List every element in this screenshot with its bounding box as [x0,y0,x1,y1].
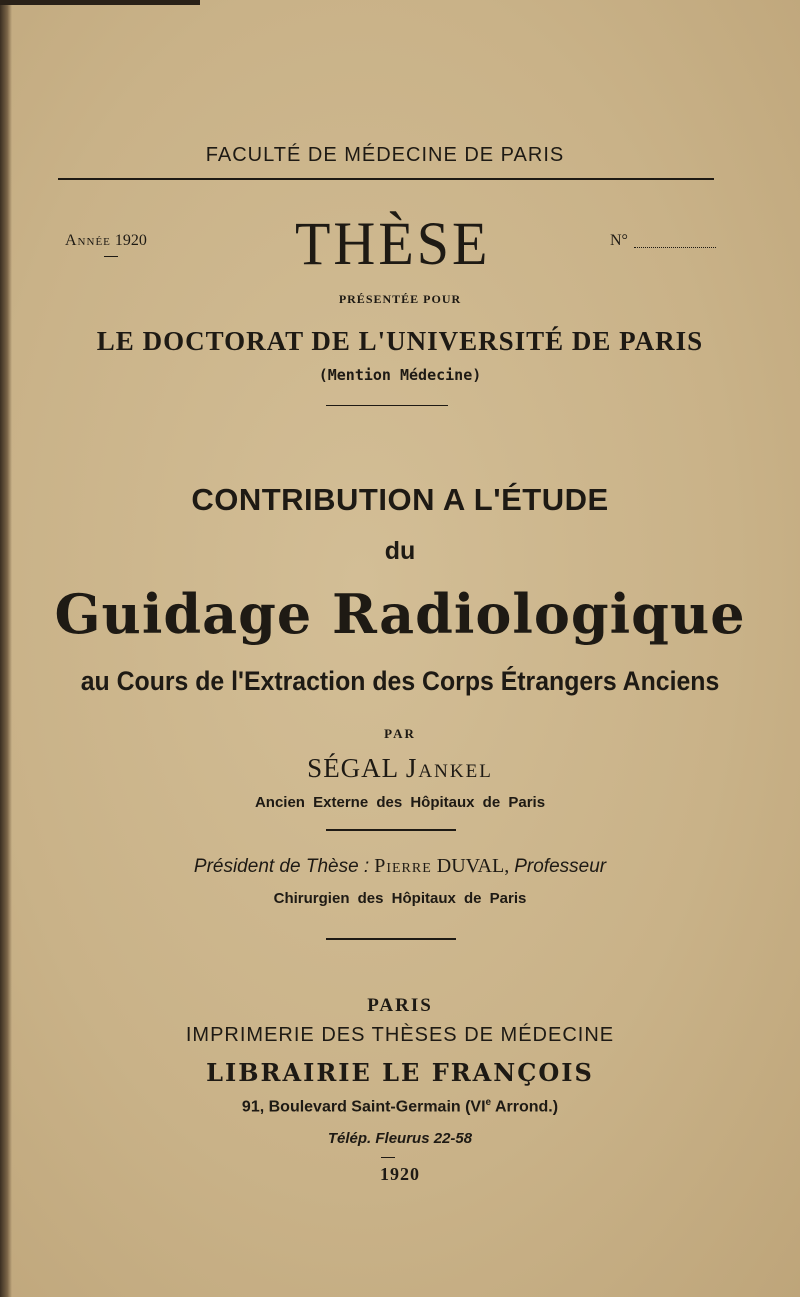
by-label: PAR [384,726,416,741]
separator-rule-2 [326,829,456,831]
year-dash [104,256,118,257]
doctorate-line: LE DOCTORAT DE L'UNIVERSITÉ DE PARIS [96,326,704,356]
subject-title: Guidage Radiologique [54,582,746,646]
author-name [0,753,800,784]
page-edge-mark [0,0,200,5]
year-label [65,232,147,250]
president-role: Professeur [514,856,607,877]
president-line [0,855,800,878]
year-label-text: Année [65,232,111,249]
number-label: N° [610,232,628,249]
president-first-name: Pierre [374,855,432,877]
president-affiliation: Chirurgien des Hôpitaux de Paris [273,890,527,907]
subject-line-4: au Cours de l'Extraction des Corps Étrangers Anciens [80,666,720,696]
separator-rule-1 [326,405,448,406]
author-given-name: Jankel [405,753,493,783]
subject-line-1: CONTRIBUTION A L'ÉTUDE [191,482,609,517]
address-superscript: e [485,1097,492,1108]
address-main: 91, Boulevard Saint-Germain (VI [241,1098,486,1116]
presented-for: PRÉSENTÉE POUR [338,292,462,306]
author-surname: SÉGAL [307,753,399,783]
bookshop-name: LIBRAIRIE LE FRANÇOIS [206,1058,594,1087]
printer-name: IMPRIMERIE DES THÈSES DE MÉDECINE [185,1024,615,1046]
president-last-name: DUVAL, [436,855,510,877]
header-rule [58,178,714,180]
subject-line-2: du [384,537,416,565]
phone-dash [381,1157,395,1158]
publisher-address [0,1097,800,1116]
separator-rule-3 [326,938,456,940]
number-blank-line [634,247,716,248]
publisher-phone: Télép. Fleurus 22-58 [327,1130,473,1147]
mention-line: (Mention Médecine) [318,366,482,384]
thesis-title: THÈSE [295,209,491,278]
publication-year: 1920 [380,1164,420,1184]
faculty-heading: FACULTÉ DE MÉDECINE DE PARIS [205,144,565,166]
year-value: 1920 [114,232,147,249]
president-label: Président de Thèse : [193,856,370,877]
author-title: Ancien Externe des Hôpitaux de Paris [254,794,546,811]
address-end: Arrond.) [491,1098,559,1116]
publisher-city: PARIS [367,995,433,1016]
